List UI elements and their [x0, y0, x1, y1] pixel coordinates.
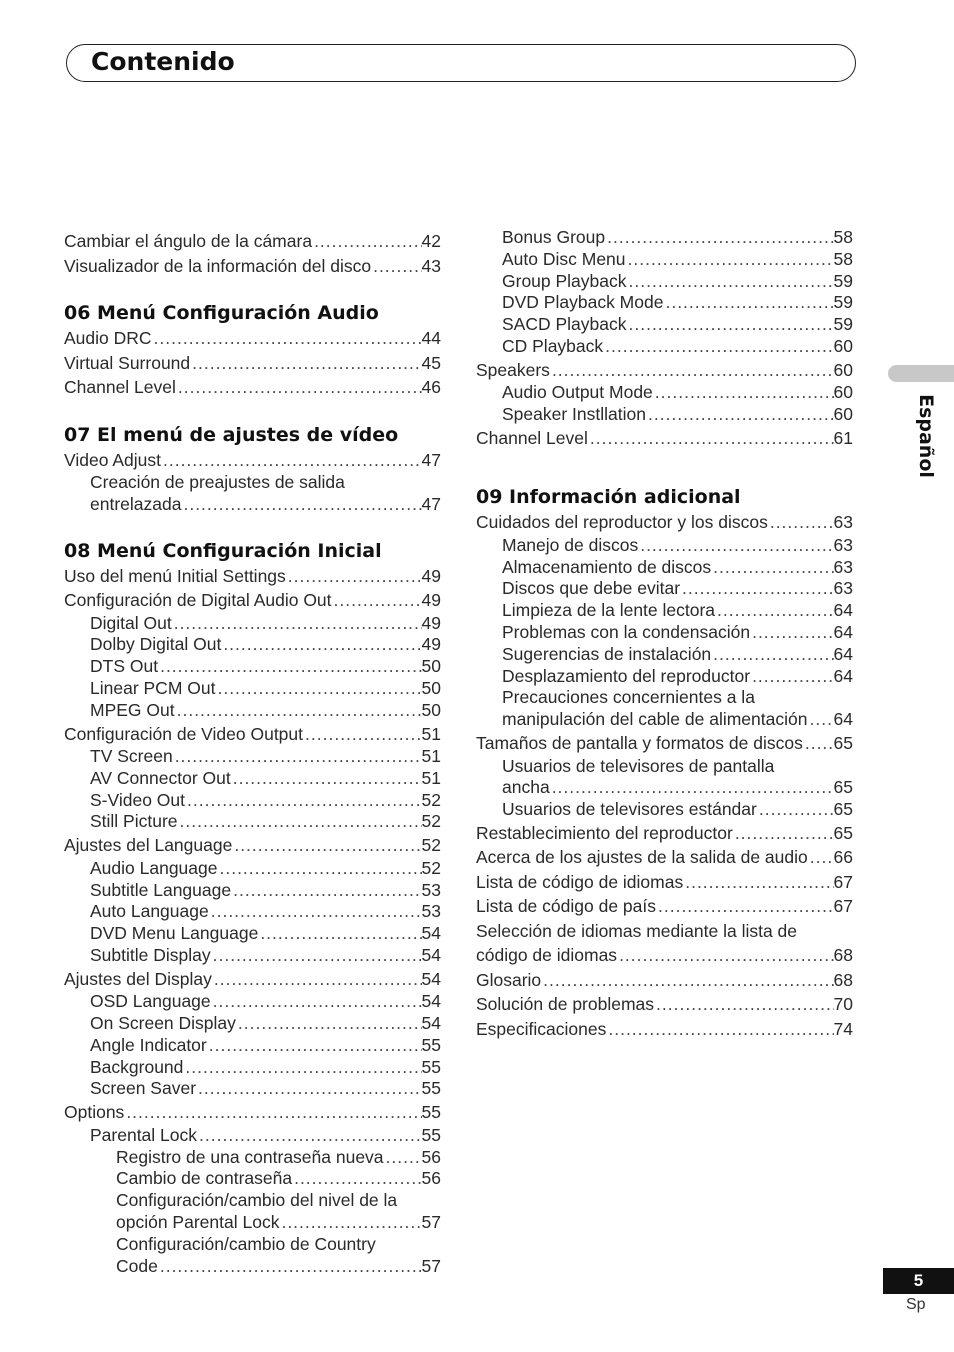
dot-leader [181, 494, 421, 516]
toc-entry-text: Restablecimiento del reproductor [476, 822, 733, 843]
toc-entry-continued: Creación de preajustes de salida [90, 472, 345, 492]
toc-entry[interactable] [476, 799, 853, 821]
toc-entry-page: 55 [421, 1102, 441, 1123]
toc-entry[interactable] [64, 991, 441, 1013]
toc-entry-text: Discos que debe evitar [502, 578, 681, 599]
toc-entry-page: 74 [833, 1018, 853, 1039]
dot-leader [803, 731, 834, 756]
toc-entry-text: Usuarios de televisores estándar [502, 799, 757, 820]
toc-entry[interactable] [476, 271, 853, 293]
toc-entry-text: Ajustes del Language [64, 835, 233, 856]
toc-entry[interactable] [64, 1125, 441, 1147]
toc-entry-page: 46 [421, 377, 441, 397]
dot-leader [209, 901, 422, 923]
toc-entry[interactable] [64, 494, 441, 516]
dot-leader [312, 229, 421, 254]
toc-entry-text: CD Playback [502, 335, 604, 356]
toc-list-09-final [476, 968, 853, 1042]
toc-entry-text: Solución de problemas [476, 994, 655, 1015]
toc-entry-page: 67 [833, 896, 853, 917]
toc-entry-text: Parental Lock [90, 1124, 198, 1145]
dot-leader [588, 426, 834, 451]
dot-leader [384, 1147, 422, 1169]
toc-entry-page: 54 [421, 991, 441, 1012]
toc-intro-list [64, 229, 441, 278]
dot-leader [232, 833, 421, 858]
page-title: Contenido [91, 47, 235, 76]
toc-entry-page: 55 [421, 1124, 441, 1145]
toc-entry[interactable] [64, 1168, 441, 1190]
toc-entry[interactable] [476, 510, 853, 535]
dot-leader [617, 943, 833, 968]
toc-entry-text: Registro de una contraseña nueva [116, 1146, 384, 1167]
toc-entry[interactable] [64, 722, 441, 747]
toc-right-column [476, 227, 853, 1041]
toc-entry-text: Screen Saver [90, 1078, 197, 1099]
dot-leader [606, 1017, 833, 1042]
dot-leader [185, 790, 422, 812]
toc-entry-page: 52 [421, 811, 441, 832]
toc-entry-page: 43 [421, 255, 441, 276]
toc-entry-text: Angle Indicator [90, 1034, 207, 1055]
dot-leader [178, 811, 422, 833]
dot-leader [656, 894, 834, 919]
dot-leader [626, 249, 834, 271]
dot-leader [161, 448, 422, 473]
toc-entry-text: Bonus Group [502, 227, 606, 247]
dot-leader [711, 557, 833, 579]
toc-entry-page: 52 [421, 789, 441, 810]
toc-entry[interactable] [476, 227, 853, 249]
dot-leader [627, 271, 834, 293]
toc-entry-page: 64 [833, 643, 853, 664]
toc-entry-continued: Configuración/cambio del nivel de la [116, 1190, 398, 1211]
dot-leader [807, 709, 833, 731]
toc-entry[interactable] [64, 678, 441, 700]
toc-entry-text: Auto Language [90, 901, 209, 922]
toc-entry[interactable] [64, 1212, 441, 1234]
dot-leader [683, 870, 833, 895]
toc-entry[interactable] [476, 992, 853, 1017]
toc-entry[interactable] [64, 448, 441, 473]
toc-entry-text: DTS Out [90, 656, 159, 677]
dot-leader [653, 382, 834, 404]
toc-entry[interactable] [476, 666, 853, 688]
dot-leader [757, 799, 834, 821]
toc-entry[interactable] [64, 1035, 441, 1057]
toc-entry[interactable] [64, 811, 441, 833]
toc-entry-page: 68 [833, 969, 853, 990]
toc-entry[interactable] [476, 249, 853, 271]
toc-entry-text: Speaker Instllation [502, 404, 646, 425]
dot-leader [212, 967, 422, 992]
toc-entry[interactable] [476, 578, 853, 600]
toc-entry-page: 51 [421, 746, 441, 767]
dot-leader [215, 678, 421, 700]
toc-entry-text: Subtitle Language [90, 879, 232, 900]
dot-leader [173, 746, 422, 768]
toc-entry-page: 59 [833, 292, 853, 313]
toc-entry[interactable] [64, 967, 441, 992]
toc-entry-page: 54 [421, 968, 441, 989]
toc-entry[interactable] [476, 870, 853, 895]
toc-entry[interactable] [64, 1100, 441, 1125]
toc-entry-text: Background [90, 1056, 184, 1077]
toc-entry[interactable] [64, 1013, 441, 1035]
dot-leader [292, 1168, 421, 1190]
toc-entry-page: 54 [421, 944, 441, 965]
toc-entry-text: Tamaños de pantalla y formatos de discos [476, 733, 803, 754]
toc-entry-page: 63 [833, 534, 853, 555]
toc-entry-text: Options [64, 1102, 125, 1123]
toc-entry-text: ancha [502, 777, 550, 798]
toc-list-07 [64, 448, 441, 473]
toc-entry[interactable] [64, 858, 441, 880]
toc-entry[interactable] [64, 351, 441, 376]
toc-entry[interactable] [64, 564, 441, 589]
toc-entry[interactable] [64, 1147, 441, 1169]
toc-entry-text: Ajustes del Display [64, 968, 212, 989]
toc-entry-text: Lista de código de idiomas [476, 871, 684, 892]
language-label: Español [915, 394, 937, 478]
toc-entry-text: Speakers [476, 359, 550, 380]
toc-entry-page: 67 [833, 871, 853, 892]
toc-entry-text: On Screen Display [90, 1013, 236, 1034]
dot-leader [211, 945, 422, 967]
toc-entry[interactable] [476, 968, 853, 993]
dot-leader [172, 613, 422, 635]
toc-entry-page: 55 [421, 1034, 441, 1055]
toc-entry-text: Code [116, 1255, 158, 1276]
toc-entry[interactable] [476, 382, 853, 404]
toc-entry-page: 65 [833, 777, 853, 798]
toc-entry-text: Problemas con la condensación [502, 622, 751, 643]
toc-entry-text: Configuración de Video Output [64, 723, 304, 744]
toc-entry[interactable] [64, 1078, 441, 1100]
toc-entry[interactable] [64, 768, 441, 790]
toc-entry[interactable] [64, 880, 441, 902]
toc-entry[interactable] [476, 314, 853, 336]
toc-entry[interactable] [64, 1057, 441, 1079]
toc-left-column [64, 229, 441, 1277]
dot-leader [221, 634, 421, 656]
dot-leader [303, 722, 422, 747]
toc-entry-page: 54 [421, 923, 441, 944]
toc-entry[interactable] [476, 358, 853, 383]
toc-entry-text: Still Picture [90, 811, 178, 832]
toc-list-09 [476, 510, 853, 687]
toc-entry-page: 51 [421, 767, 441, 788]
toc-entry-text: manipulación del cable de alimentación [502, 709, 808, 730]
page-number: 5 [883, 1268, 954, 1294]
toc-entry[interactable] [64, 700, 441, 722]
toc-entry-continued: Selección de idiomas mediante la lista de [476, 920, 798, 941]
toc-entry-page: 66 [833, 847, 853, 868]
toc-continued-list [476, 227, 853, 450]
dot-leader [605, 227, 833, 249]
toc-entry-page: 70 [833, 994, 853, 1015]
toc-entry-text: Lista de código de país [476, 896, 656, 917]
toc-entry-text: Especificaciones [476, 1018, 607, 1039]
dot-leader [152, 326, 422, 351]
dot-leader [654, 992, 834, 1017]
toc-list-09-more [476, 799, 853, 919]
toc-entry-page: 54 [421, 1013, 441, 1034]
toc-entry[interactable] [476, 777, 853, 799]
toc-entry-page: 55 [421, 1078, 441, 1099]
dot-leader [715, 600, 833, 622]
toc-entry-page: 57 [421, 1255, 441, 1276]
toc-entry-text: Channel Level [476, 427, 588, 448]
dot-leader [550, 777, 834, 799]
toc-entry-page: 49 [421, 612, 441, 633]
toc-entry-text: MPEG Out [90, 699, 175, 720]
page-title-box [66, 44, 856, 82]
dot-leader [197, 1125, 422, 1147]
toc-entry-page: 53 [421, 879, 441, 900]
toc-entry[interactable] [476, 894, 853, 919]
toc-entry-text: Linear PCM Out [90, 677, 216, 698]
dot-leader [768, 510, 834, 535]
toc-entry-page: 59 [833, 314, 853, 335]
toc-entry-text: Digital Out [90, 612, 172, 633]
toc-entry-text: código de idiomas [476, 945, 618, 966]
toc-entry-page: 56 [421, 1168, 441, 1189]
toc-entry-page: 50 [421, 699, 441, 720]
toc-entry-page: 58 [833, 248, 853, 269]
dot-leader [627, 314, 834, 336]
toc-entry-page: 47 [421, 493, 441, 514]
dot-leader [190, 351, 421, 376]
toc-entry-page: 60 [833, 359, 853, 380]
toc-entry-page: 47 [421, 449, 441, 470]
toc-entry-text: Cambio de contraseña [116, 1168, 293, 1189]
dot-leader [236, 1013, 422, 1035]
toc-entry[interactable] [476, 821, 853, 846]
dot-leader [286, 564, 422, 589]
toc-entry-text: Configuración de Digital Audio Out [64, 590, 332, 611]
dot-leader [603, 336, 833, 358]
dot-leader [371, 254, 421, 279]
toc-entry-continued: Precauciones concernientes a la [502, 687, 755, 708]
toc-entry-page: 61 [833, 427, 853, 448]
toc-entry[interactable] [476, 622, 853, 644]
toc-entry[interactable] [64, 923, 441, 945]
toc-entry-page: 53 [421, 901, 441, 922]
dot-leader [258, 923, 421, 945]
toc-entry-text: Glosario [476, 969, 542, 990]
toc-entry[interactable] [64, 375, 441, 400]
toc-entry-text: S-Video Out [90, 789, 186, 810]
dot-leader [231, 880, 421, 902]
toc-entry-text: opción Parental Lock [116, 1211, 280, 1232]
toc-entry[interactable] [476, 709, 853, 731]
toc-entry[interactable] [64, 1256, 441, 1278]
dot-leader [183, 1057, 421, 1079]
toc-entry[interactable] [64, 229, 441, 254]
dot-leader [680, 578, 834, 600]
toc-entry-page: 65 [833, 822, 853, 843]
toc-entry-text: AV Connector Out [90, 767, 231, 788]
toc-entry-text: Cambiar el ángulo de la cámara [64, 231, 313, 251]
toc-entry-text: Dolby Digital Out [90, 634, 222, 655]
toc-entry-page: 49 [421, 565, 441, 586]
toc-entry-text: Desplazamiento del reproductor [502, 665, 751, 686]
toc-entry-text: TV Screen [90, 746, 173, 767]
toc-entry-text: Limpieza de la lente lectora [502, 600, 716, 621]
toc-entry-text: Audio Output Mode [502, 382, 653, 403]
toc-entry[interactable] [64, 326, 441, 351]
toc-entry-continued: Configuración/cambio de Country [116, 1233, 376, 1254]
toc-entry-text: Audio DRC [64, 328, 152, 348]
toc-entry-page: 59 [833, 270, 853, 291]
toc-entry-text: SACD Playback [502, 314, 627, 335]
toc-entry-page: 45 [421, 352, 441, 373]
toc-entry-text: Acerca de los ajustes de la salida de audio [476, 847, 808, 868]
toc-entry-page: 58 [833, 227, 853, 247]
toc-entry-text: DVD Menu Language [90, 923, 259, 944]
toc-entry-page: 65 [833, 799, 853, 820]
toc-entry-page: 50 [421, 677, 441, 698]
dot-leader [176, 375, 422, 400]
toc-entry[interactable] [64, 833, 441, 858]
section-heading-07: 07 El menú de ajustes de vídeo [64, 423, 399, 446]
dot-leader [175, 700, 422, 722]
toc-entry[interactable] [476, 336, 853, 358]
toc-entry-text: Auto Disc Menu [502, 248, 626, 269]
dot-leader [158, 656, 421, 678]
toc-entry-page: 44 [421, 328, 441, 348]
toc-entry-page: 63 [833, 578, 853, 599]
toc-entry-text: Group Playback [502, 270, 627, 291]
dot-leader [550, 358, 834, 383]
toc-entry-text: Virtual Surround [64, 352, 191, 373]
toc-entry[interactable] [64, 656, 441, 678]
toc-entry-text: entrelazada [90, 493, 182, 514]
toc-entry[interactable] [476, 404, 853, 426]
dot-leader [279, 1212, 421, 1234]
toc-entry[interactable] [476, 600, 853, 622]
toc-entry-page: 56 [421, 1146, 441, 1167]
toc-entry[interactable] [476, 557, 853, 579]
toc-entry-page: 64 [833, 665, 853, 686]
toc-list-08 [64, 564, 441, 1191]
toc-entry[interactable] [64, 254, 441, 279]
toc-entry-page: 42 [421, 231, 441, 251]
toc-entry[interactable] [64, 790, 441, 812]
toc-entry[interactable] [64, 945, 441, 967]
toc-entry-page: 64 [833, 622, 853, 643]
toc-entry[interactable] [64, 588, 441, 613]
toc-entry[interactable] [64, 613, 441, 635]
toc-entry-text: Visualizador de la información del disco [64, 255, 372, 276]
toc-entry-text: Channel Level [64, 377, 176, 397]
language-side-tab [888, 365, 954, 382]
toc-entry[interactable] [476, 292, 853, 314]
toc-entry-page: 55 [421, 1056, 441, 1077]
toc-list-06 [64, 326, 441, 400]
toc-entry-page: 63 [833, 556, 853, 577]
toc-entry[interactable] [476, 426, 853, 451]
page-language-code: Sp [906, 1296, 926, 1313]
toc-entry[interactable] [476, 943, 853, 968]
toc-entry-page: 60 [833, 382, 853, 403]
toc-entry-text: OSD Language [90, 991, 211, 1012]
dot-leader [217, 858, 421, 880]
toc-entry[interactable] [476, 1017, 853, 1042]
toc-entry-text: Uso del menú Initial Settings [64, 565, 286, 586]
dot-leader [750, 622, 833, 644]
toc-entry-page: 68 [833, 945, 853, 966]
toc-entry-text: DVD Playback Mode [502, 292, 664, 313]
toc-entry-text: Cuidados del reproductor y los discos [476, 512, 768, 533]
toc-entry-page: 50 [421, 656, 441, 677]
toc-entry-page: 64 [833, 600, 853, 621]
dot-leader [207, 1035, 422, 1057]
toc-entry-page: 51 [421, 723, 441, 744]
toc-entry[interactable] [476, 731, 853, 756]
toc-entry[interactable] [476, 845, 853, 870]
toc-entry-page: 60 [833, 404, 853, 425]
dot-leader [211, 991, 422, 1013]
dot-leader [332, 588, 422, 613]
dot-leader [646, 404, 834, 426]
dot-leader [733, 821, 834, 846]
toc-entry-page: 63 [833, 512, 853, 533]
dot-leader [711, 644, 833, 666]
toc-entry-page: 49 [421, 590, 441, 611]
toc-entry-page: 60 [833, 335, 853, 356]
dot-leader [638, 535, 833, 557]
dot-leader [196, 1078, 422, 1100]
toc-entry-text: Sugerencias de instalación [502, 643, 712, 664]
dot-leader [750, 666, 833, 688]
toc-entry-page: 52 [421, 835, 441, 856]
toc-entry[interactable] [64, 746, 441, 768]
toc-entry-page: 65 [833, 733, 853, 754]
dot-leader [231, 768, 422, 790]
toc-entry-text: Almacenamiento de discos [502, 556, 712, 577]
dot-leader [541, 968, 833, 993]
dot-leader [124, 1100, 421, 1125]
section-heading-08: 08 Menú Configuración Inicial [64, 539, 382, 562]
toc-entry-text: Subtitle Display [90, 944, 211, 965]
section-heading-09: 09 Información adicional [476, 486, 741, 509]
toc-entry-page: 52 [421, 857, 441, 878]
dot-leader [158, 1256, 422, 1278]
toc-entry-page: 49 [421, 634, 441, 655]
toc-entry-continued: Usuarios de televisores de pantalla [502, 755, 775, 776]
toc-entry-text: Video Adjust [64, 449, 161, 470]
toc-entry-page: 57 [421, 1211, 441, 1232]
dot-leader [808, 845, 834, 870]
section-heading-06: 06 Menú Configuración Audio [64, 302, 379, 324]
toc-entry[interactable] [476, 644, 853, 666]
toc-entry[interactable] [64, 634, 441, 656]
toc-entry[interactable] [476, 535, 853, 557]
toc-entry[interactable] [64, 901, 441, 923]
dot-leader [663, 292, 833, 314]
toc-entry-text: Manejo de discos [502, 534, 639, 555]
toc-entry-text: Audio Language [90, 857, 218, 878]
toc-entry-page: 64 [833, 709, 853, 730]
